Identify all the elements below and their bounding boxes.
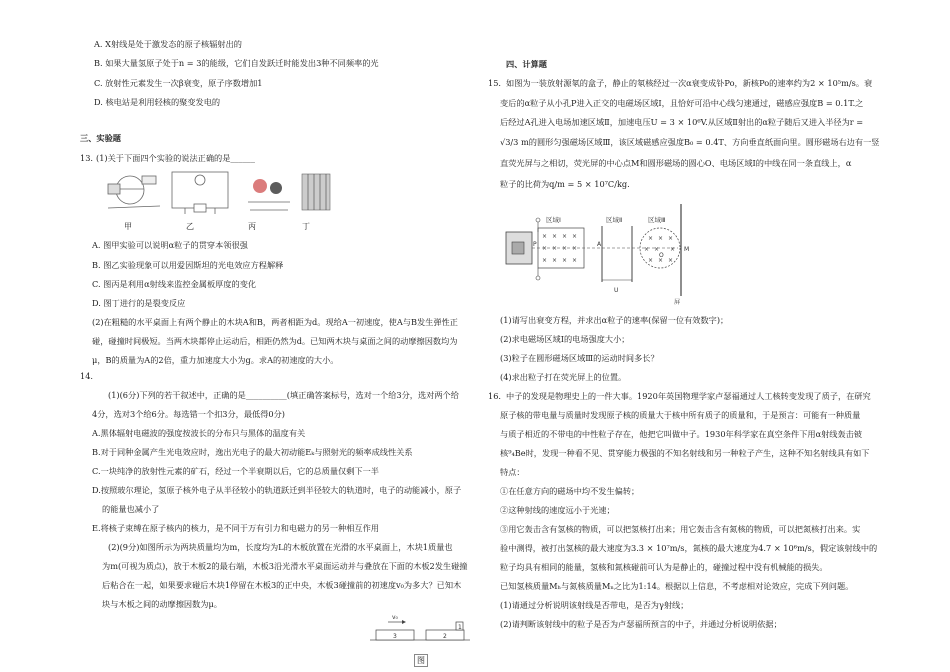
fig-label-ding: 丁	[302, 222, 310, 231]
svg-text:×: ×	[644, 246, 650, 253]
svg-text:×: ×	[668, 257, 674, 264]
q13-part2-line2: 碰，碰撞时间极短。当两木块都停止运动后，相距仍然为d。已知两木块与桌面之间的动摩擦因数均为	[92, 336, 458, 346]
q14-option-c: C.一块纯净的放射性元素的矿石，经过一个半衰期以后，它的总质量仅剩下一半	[92, 466, 379, 476]
q15-number: 15.	[488, 78, 502, 88]
svg-text:×: ×	[542, 257, 548, 264]
q14-option-d-cont: 的能量也减小了	[102, 504, 160, 514]
q16-feature-1: ①在任意方向的磁场中均不发生偏转；	[500, 486, 640, 496]
A-label: A	[597, 241, 602, 248]
figure-bing-thickness-gauge	[248, 179, 290, 210]
q14-option-d: D.按照玻尔理论，氢原子核外电子从半径较小的轨道跃迁到半径较大的轨道时，电子的动能减小，原子	[92, 485, 462, 495]
q13-option-c: C. 图丙是利用α射线来监控金属板厚度的变化	[92, 279, 257, 289]
fig-label-jia: 甲	[124, 222, 132, 231]
q13-option-a: A. 图甲实验可以说明α粒子的贯穿本领很强	[92, 240, 248, 250]
q14-option-e: E.将核子束缚在原子核内的核力，是不同于万有引力和电磁力的另一种相互作用	[92, 523, 379, 533]
svg-text:×: ×	[648, 235, 654, 242]
q16-stem-line1: 中子的发现是物理史上的一件大事。1920年英国物理学家卢瑟福通过人工核转变发现了质子，在研究	[506, 391, 871, 401]
M-label: M	[684, 246, 690, 253]
q14-part1-line1: (1)(6分)下列的若干叙述中，正确的是__________(填正确答案标号，选对一个给3分，选对两个给	[108, 390, 459, 400]
q14-boards-figure	[370, 610, 470, 646]
q15-question-2: (2)求电磁场区域Ⅰ的电场强度大小；	[500, 334, 630, 344]
svg-text:×: ×	[658, 235, 664, 242]
svg-text:×: ×	[552, 233, 558, 240]
svg-text:×: ×	[552, 245, 558, 252]
q12-option-d: D. 核电站是利用轻核的聚变发电的	[94, 97, 221, 107]
q16-feature-2: ②这种射线的速度远小于光速；	[500, 505, 615, 515]
region-3-field-marks	[644, 235, 675, 264]
q16-given: 已知氢核质量Mₕ与氮核质量Mₙ之比为1:14。根据以上信息，不考虑相对论效应，完成下列问题。	[500, 581, 854, 591]
q12-option-c: C. 放射性元素发生一次β衰变，原子序数增加1	[94, 78, 263, 88]
q15-stem-line1: 如图为一装放射源氡的盒子，静止的氡核经过一次α衰变成钋Po，新核Po的速率约为2 × 10⁵m/s。衰	[506, 78, 873, 88]
q15-question-1: (1)请写出衰变方程，并求出α粒子的速率(保留一位有效数字)；	[500, 315, 729, 325]
svg-text:×: ×	[572, 245, 578, 252]
v0-label: v₀	[392, 614, 398, 621]
svg-text:×: ×	[668, 235, 674, 242]
U-label: U	[614, 287, 619, 294]
screen-label: 屏	[674, 299, 681, 306]
svg-text:×: ×	[552, 257, 558, 264]
q14-option-a: A.黑体辐射电磁波的强度按波长的分布只与黑体的温度有关	[92, 428, 306, 438]
q13-part2-line1: (2)在粗糙的水平桌面上有两个静止的木块A和B，两者相距为d。现给A一初速度，使A与B发生弹性正	[92, 317, 458, 327]
q15-stem-line3: 后经过A孔进入电场加速区域Ⅱ，加速电压U = 3 × 10⁶V.从区域Ⅱ射出的α粒子随后又进入半径为r =	[500, 117, 864, 127]
q16-stem-line3: 与质子相近的不带电的中性粒子存在，他把它叫做中子。1930年科学家在真空条件下用α射线轰击铍	[500, 429, 863, 439]
svg-text:×: ×	[670, 246, 676, 253]
q16-number: 16.	[488, 391, 502, 401]
q13-option-d: D. 图丁进行的是裂变反应	[92, 298, 186, 308]
q12-option-a: A. X射线是处于激发态的原子核辐射出的	[94, 39, 242, 49]
terminal-top	[536, 218, 540, 222]
q16-stem-line5: 特点：	[500, 467, 525, 477]
figure-jia-alpha-scattering	[108, 176, 160, 208]
svg-text:×: ×	[572, 257, 578, 264]
q15-question-4: (4)求出粒子打在荧光屏上的位置。	[500, 372, 627, 382]
q13-stem: (1)关于下面四个实验的说法正确的是______	[96, 153, 255, 163]
svg-text:×: ×	[562, 257, 568, 264]
q16-question-2: (2)请判断该射线中的粒子是否为卢瑟福所预言的中子，并通过分析说明依据；	[500, 619, 782, 629]
q15-stem-line2: 变后的α粒子从小孔P进入正交的电磁场区域Ⅰ，且恰好可沿中心线匀速通过，磁感应强度B = 0.1T.之	[500, 98, 864, 108]
terminal-bottom	[536, 276, 540, 280]
figure-yi-photoelectric	[172, 172, 228, 214]
q15-apparatus-figure	[502, 202, 702, 306]
q14-part1-line2: 4分，选对3个给6分。每选错一个扣3分，最低得0分)	[92, 409, 285, 419]
q14-number: 14.	[80, 371, 94, 381]
svg-text:×: ×	[562, 233, 568, 240]
O-label: O	[659, 252, 664, 259]
q15-stem-line5: 直荧光屏与之相切，荧光屏的中心点M和圆形磁场的圆心O、电场区域Ⅰ的中线在同一条直线上，α	[500, 158, 852, 168]
q13-option-b: B. 图乙实验现象可以用爱因斯坦的光电效应方程解释	[92, 260, 284, 270]
fig-label-yi: 乙	[186, 222, 194, 231]
q15-question-3: (3)粒子在圆形磁场区域Ⅲ的运动时间多长？	[500, 353, 659, 363]
svg-text:×: ×	[648, 257, 654, 264]
source	[512, 242, 524, 254]
svg-text:×: ×	[562, 245, 568, 252]
block-1-label: 1	[458, 624, 462, 631]
q14-part2-line4: 块与木板之间的动摩擦因数为μ。	[102, 599, 222, 609]
section-3-title: 三、实验题	[80, 133, 121, 143]
q16-feature-3-cont2: 粒子均具有相同的能量，氢核和氮核碰前可认为是静止的，碰撞过程中没有机械能的损失。	[500, 562, 828, 572]
figure-ding-reactor	[302, 174, 330, 210]
svg-text:×: ×	[658, 257, 664, 264]
svg-text:×: ×	[542, 233, 548, 240]
q16-stem-line2: 原子核的带电量与质量时发现原子核的质量大于核中所有质子的质量和，于是预言：可能有一种质量	[500, 410, 861, 420]
P-label: P	[533, 241, 537, 248]
q14-part2-line1: (2)(9分)如图所示为两块质量均为m，长度均为L的木板放置在光滑的水平桌面上，木块1质量也	[108, 542, 453, 552]
velocity-arrow-head	[402, 620, 406, 624]
region-2-label: 区域Ⅱ	[606, 216, 623, 224]
svg-text:×: ×	[542, 245, 548, 252]
q15-stem-line6: 粒子的比荷为q/m = 5 × 10⁷C/kg.	[500, 179, 630, 189]
q14-part2-line2: 为m(可视为质点)，放于木板2的最右端，木板3沿光滑水平桌面运动并与叠放在下面的木板2发生碰撞	[102, 561, 468, 571]
q16-feature-3: ③用它轰击含有氢核的物质，可以把氢核打出来；用它轰击含有氮核的物质，可以把氮核打出来。实	[500, 524, 861, 534]
q12-option-b: B. 如果大量氢原子处于n = 3的能级，它们自发跃迁时能发出3种不同频率的光	[94, 58, 379, 68]
q15-stem-line4: √3/3 m的圆形匀强磁场区域Ⅲ，该区域磁感应强度B₀ = 0.4T、方向垂直纸面向里。圆形磁场右边有一竖	[500, 137, 880, 147]
region-3-label: 区域Ⅲ	[648, 216, 666, 224]
region-1-label: 区域Ⅰ	[546, 216, 561, 224]
section-4-title: 四、计算题	[506, 59, 547, 69]
board-3-label: 3	[393, 633, 397, 640]
q14-part2-line3: 后粘合在一起，如果要求碰后木块1停留在木板3的正中央，木板3碰撞前的初速度v₀为多大？已知木	[102, 580, 462, 590]
fig-label-bing: 丙	[248, 222, 256, 231]
q16-stem-line4: 核⁹₄Be时，发现一种看不见、贯穿能力极强的不知名射线和另一种粒子产生，这种不知名射线具有如下	[500, 448, 870, 458]
q16-question-1: (1)请通过分析说明该射线是否带电，是否为γ射线；	[500, 600, 689, 610]
svg-text:×: ×	[572, 233, 578, 240]
board-2-label: 2	[443, 633, 447, 640]
page-footer-mark: 图	[414, 654, 428, 667]
q13-experiment-figures	[100, 166, 340, 224]
region-1-field-marks	[542, 233, 577, 264]
q13-part2-line3: μ，B的质量为A的2倍，重力加速度大小为g。求A的初速度的大小。	[92, 355, 339, 365]
q13-number: 13.	[80, 153, 94, 163]
q16-feature-3-cont1: 验中测得，被打出氢核的最大速度为3.3 × 10⁷m/s，氮核的最大速度为4.7 × 10⁶m/s，假定该射线中的	[500, 543, 878, 553]
q14-option-b: B.对于同种金属产生光电效应时，逸出光电子的最大初动能Eₖ与照射光的频率成线性关系	[92, 447, 413, 457]
svg-text:×: ×	[654, 246, 660, 253]
